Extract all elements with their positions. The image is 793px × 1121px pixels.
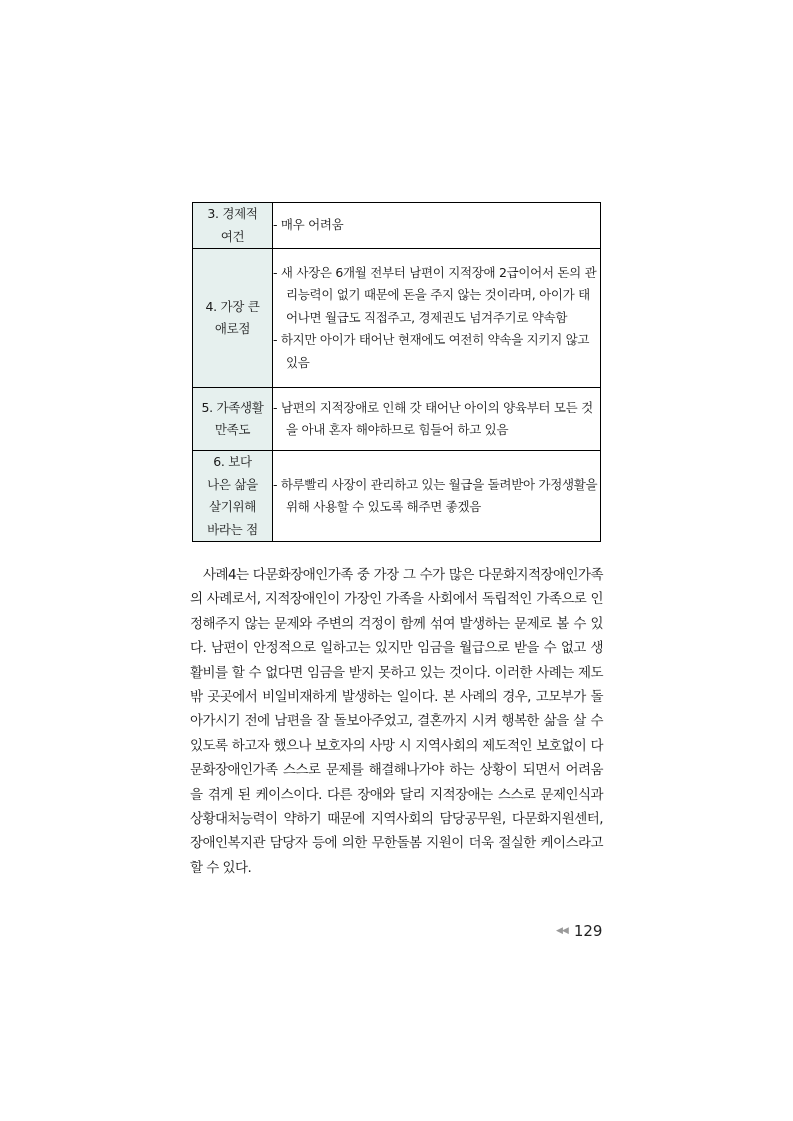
body-paragraph: 사례4는 다문화장애인가족 중 가장 그 수가 많은 다문화지적장애인가족의 사례로서, 지적장애인이 가장인 가족을 사회에서 독립적인 가족으로 인정해주지 않는 문제와 주변의 걱정이 함께 섞여 발생하는 문제로 볼 수 있다. 남편이 안정적으로 일하고는 있지만 임금을 월급으로 받을 수 없고 생활비를 할 수 없다면 임금을 받지 못하고 있는 것이다. 이러한 사례는 제도 밖 곳곳에서 비일비재하게 발생하는 일이다. 본 사례의 경우, 고모부가 돌아가시기 전에 남편을 잘 돌보아주었고, 결혼까지 시켜 행복한 삶을 살 수 있도록 하고자 했으나 보호자의 사망 시 지역사회의 제도적인 보호없이 다문화장애인가족 스스로 문제를 해결해나가야 하는 상황이 되면서 어려움을 겪게 된 케이스이다. 다른 장애와 달리 지적장애는 스스로 문제인식과 상황대처능력이 약하기 때문에 지역사회의 담당공무원, 다문화지원센터, 장애인복지관 담당자 등에 의한 무한돌봄 지원이 더욱 절실한 케이스라고 할 수 있다. (190, 567, 603, 876)
body-text (190, 563, 603, 880)
table-row (193, 203, 601, 249)
row-content (273, 451, 601, 542)
double-left-arrow-icon: ◀◀ (556, 926, 568, 936)
row-label (193, 388, 273, 451)
row-label-line: 여건 (220, 228, 245, 244)
row-label (193, 451, 273, 542)
row-label-line: 3. 경제적 (207, 206, 258, 221)
content-item: - 하루빨리 사장이 관리하고 있는 월급을 돌려받아 가정생활을 위해 사용할 수 있도록 해주면 좋겠음 (273, 476, 598, 514)
row-content (273, 249, 601, 388)
row-label-line: 6. 보다 (213, 454, 252, 469)
content-item: - 매우 어려움 (273, 217, 344, 233)
row-label-line: 나은 삶을 (207, 476, 258, 492)
page-footer (556, 922, 602, 940)
table-row (193, 451, 601, 542)
row-label-line: 4. 가장 큰 (205, 298, 260, 314)
row-content (273, 388, 601, 451)
row-label-line: 5. 가족생활 (201, 399, 264, 415)
row-label-line: 살기위해 (208, 499, 257, 514)
row-content (273, 203, 601, 249)
page-number: 129 (573, 922, 603, 940)
row-label-line: 바라는 점 (207, 521, 258, 537)
table-row (193, 249, 601, 388)
case-summary-table (192, 202, 601, 542)
row-label-line: 애로점 (214, 321, 251, 336)
row-label (193, 203, 273, 249)
row-label-line: 만족도 (214, 422, 251, 437)
content-item: - 남편의 지적장애로 인해 갓 태어난 아이의 양육부터 모든 것을 아내 혼자 해야하므로 힘들어 하고 있음 (273, 399, 593, 437)
row-label (193, 249, 273, 388)
content-item: - 새 사장은 6개월 전부터 남편이 지적장애 2급이어서 돈의 관리능력이 없기 때문에 돈을 주지 않는 것이라며, 아이가 태어나면 월급도 직접주고, 경제권도 넘겨주기로 약속함 (273, 264, 597, 325)
content-item: - 하지만 아이가 태어난 현재에도 여전히 약속을 지키지 않고 있음 (273, 332, 590, 370)
table-row (193, 388, 601, 451)
